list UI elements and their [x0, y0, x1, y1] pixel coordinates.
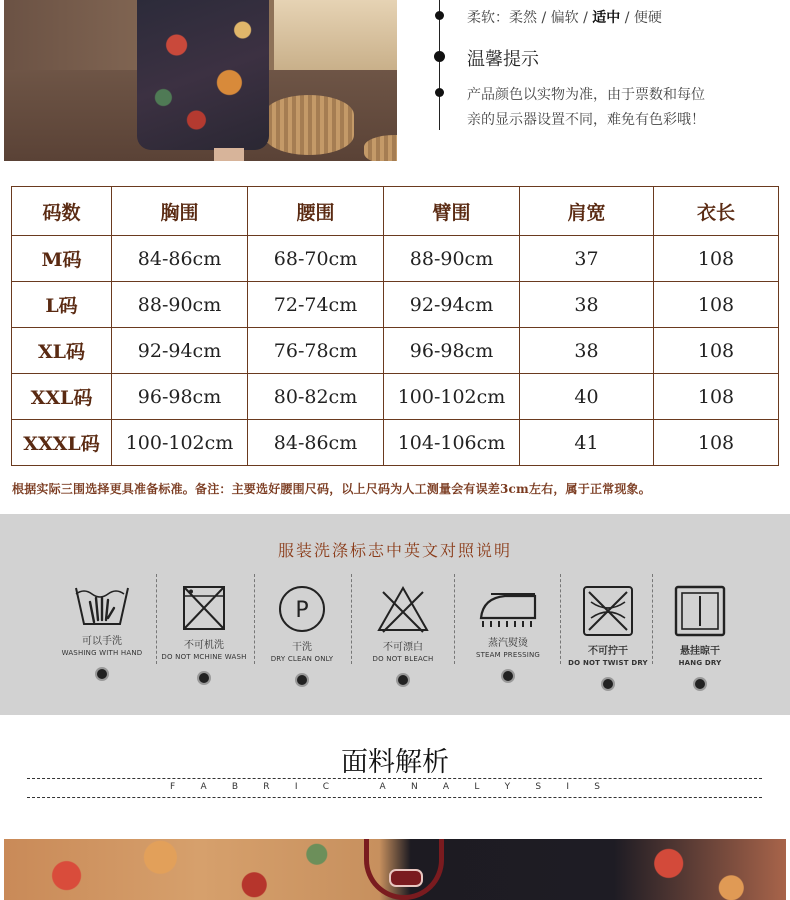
subtitle-letter: B: [231, 782, 239, 792]
subtitle-letter: R: [263, 782, 270, 792]
care-title: 服装洗涤标志中英文对照说明: [277, 541, 512, 560]
cell-arm: 100-102cm: [384, 374, 520, 420]
cell-size: XL码: [12, 328, 112, 374]
softness-option: 便硬: [633, 10, 662, 26]
header-arm: 臂围: [384, 187, 520, 236]
cell-size: L码: [12, 282, 112, 328]
care-cn-label: 干洗: [292, 642, 312, 653]
cell-bust: 96-98cm: [112, 374, 248, 420]
timeline-dot: [434, 51, 445, 62]
care-cn-label: 不可漂白: [383, 642, 423, 653]
separator: /: [541, 10, 547, 26]
timeline-dot: [435, 88, 444, 97]
table-row: [12, 328, 779, 374]
cell-waist: 76-78cm: [248, 328, 384, 374]
dry-clean-icon: [277, 584, 327, 634]
cell-length: 108: [654, 328, 779, 374]
dry-clean-symbol: P: [295, 598, 309, 623]
header-waist: 腰围: [248, 187, 384, 236]
cell-length: 108: [654, 374, 779, 420]
care-item-steam-iron: [460, 574, 556, 694]
care-item-no-bleach: [355, 574, 451, 694]
header-length: 衣长: [654, 187, 779, 236]
subtitle-letter: A: [379, 782, 386, 792]
care-cn-label: 不可机洗: [184, 640, 224, 651]
cell-size: XXXL码: [12, 420, 112, 466]
care-item-dry-clean: [254, 574, 350, 694]
table-row: [12, 374, 779, 420]
steam-iron-icon: [475, 584, 541, 630]
softness-option: 柔然: [509, 10, 537, 26]
cell-waist: 84-86cm: [248, 420, 384, 466]
photo-stool: [264, 95, 354, 155]
subtitle-letter: Y: [504, 782, 511, 792]
cell-shoulder: 38: [520, 282, 654, 328]
care-dot: [396, 673, 410, 687]
timeline-dot: [435, 11, 444, 20]
care-dot: [693, 677, 707, 691]
care-item-hand-wash: [54, 574, 150, 694]
care-dot: [501, 669, 515, 683]
cell-waist: 72-74cm: [248, 282, 384, 328]
photo-legs: [214, 148, 244, 161]
care-dot: [197, 671, 211, 685]
care-en-label: DO NOT MCHINE WASH: [161, 653, 247, 661]
care-cn-label: 不可拧干: [588, 646, 628, 657]
softness-option: 偏软: [550, 10, 579, 26]
care-dot: [295, 673, 309, 687]
dashed-divider-top: [27, 778, 762, 779]
header-size: 码数: [12, 187, 112, 236]
table-header-row: [12, 187, 779, 236]
no-machine-wash-icon: [181, 584, 227, 632]
subtitle-letter: N: [410, 782, 418, 792]
cell-shoulder: 40: [520, 374, 654, 420]
subtitle-letter: F: [170, 782, 176, 792]
cell-shoulder: 41: [520, 420, 654, 466]
cell-bust: 100-102cm: [112, 420, 248, 466]
separator: /: [624, 10, 630, 26]
care-item-no-machine-wash: [156, 574, 252, 694]
care-section: [0, 514, 790, 715]
care-en-label: DO NOT TWIST DRY: [568, 659, 648, 667]
subtitle-letter: I: [294, 782, 298, 792]
cell-length: 108: [654, 420, 779, 466]
subtitle-letter: S: [535, 782, 542, 792]
table-row: [12, 420, 779, 466]
fabric-subtitle: [170, 782, 600, 792]
softness-row: [467, 7, 662, 27]
care-dot: [601, 677, 615, 691]
cell-shoulder: 38: [520, 328, 654, 374]
table-row: [12, 282, 779, 328]
care-cn-label: 悬挂晾干: [680, 646, 720, 657]
tip-line-1: 产品颜色以实物为准，由于票数和每位: [467, 87, 705, 103]
care-item-hang-dry: [652, 574, 748, 694]
softness-option-selected: 适中: [592, 10, 621, 26]
care-dot: [95, 667, 109, 681]
care-item-no-wring: [560, 574, 656, 694]
subtitle-letter: C: [322, 782, 330, 792]
cell-arm: 92-94cm: [384, 282, 520, 328]
care-en-label: DO NOT BLEACH: [372, 655, 434, 663]
photo-dress: [137, 0, 269, 150]
care-separator: [454, 574, 455, 664]
cell-length: 108: [654, 282, 779, 328]
subtitle-letter: A: [442, 782, 450, 792]
cell-bust: 84-86cm: [112, 236, 248, 282]
cell-bust: 92-94cm: [112, 328, 248, 374]
tip-line-2: 亲的显示器设置不同，难免有色彩哦！: [467, 112, 705, 128]
cell-arm: 96-98cm: [384, 328, 520, 374]
cell-shoulder: 37: [520, 236, 654, 282]
fabric-title: 面料解析: [341, 747, 449, 778]
cell-arm: 104-106cm: [384, 420, 520, 466]
cell-waist: 80-82cm: [248, 374, 384, 420]
cell-arm: 88-90cm: [384, 236, 520, 282]
product-photo-top: [4, 0, 397, 161]
no-wring-icon: [581, 584, 635, 638]
photo-button-knot: [389, 869, 423, 887]
subtitle-letter: S: [594, 782, 600, 792]
care-cn-label: 蒸汽熨烫: [488, 638, 528, 649]
fabric-photo: [4, 839, 786, 900]
separator: /: [583, 10, 588, 26]
softness-label: 柔软：: [467, 10, 509, 26]
subtitle-letter: A: [200, 782, 207, 792]
size-note: 根据实际三围选择更具准备标准。备注：主要选好腰围尺码，以上尺码为人工测量会有误差3cm左右，属于正常现象。: [12, 482, 651, 496]
photo-stool-small: [364, 135, 397, 161]
dashed-divider-bottom: [27, 797, 762, 798]
subtitle-letter: I: [566, 782, 569, 792]
care-separator: [351, 574, 352, 664]
subtitle-letter: L: [474, 782, 480, 792]
no-bleach-icon: [375, 584, 431, 634]
care-en-label: DRY CLEAN ONLY: [270, 655, 334, 663]
hand-wash-icon: [72, 584, 132, 628]
cell-size: M码: [12, 236, 112, 282]
cell-length: 108: [654, 236, 779, 282]
care-cn-label: 可以手洗: [82, 636, 122, 647]
cell-waist: 68-70cm: [248, 236, 384, 282]
cell-size: XXL码: [12, 374, 112, 420]
care-en-label: WASHING WITH HAND: [61, 649, 143, 657]
cell-bust: 88-90cm: [112, 282, 248, 328]
table-row: [12, 236, 779, 282]
header-shoulder: 肩宽: [520, 187, 654, 236]
care-en-label: HANG DRY: [678, 659, 722, 667]
hang-dry-icon: [673, 584, 727, 638]
photo-table: [274, 0, 397, 70]
tip-title: 温馨提示: [467, 49, 539, 70]
size-table: [11, 186, 779, 466]
care-en-label: STEAM PRESSING: [475, 651, 541, 659]
header-bust: 胸围: [112, 187, 248, 236]
